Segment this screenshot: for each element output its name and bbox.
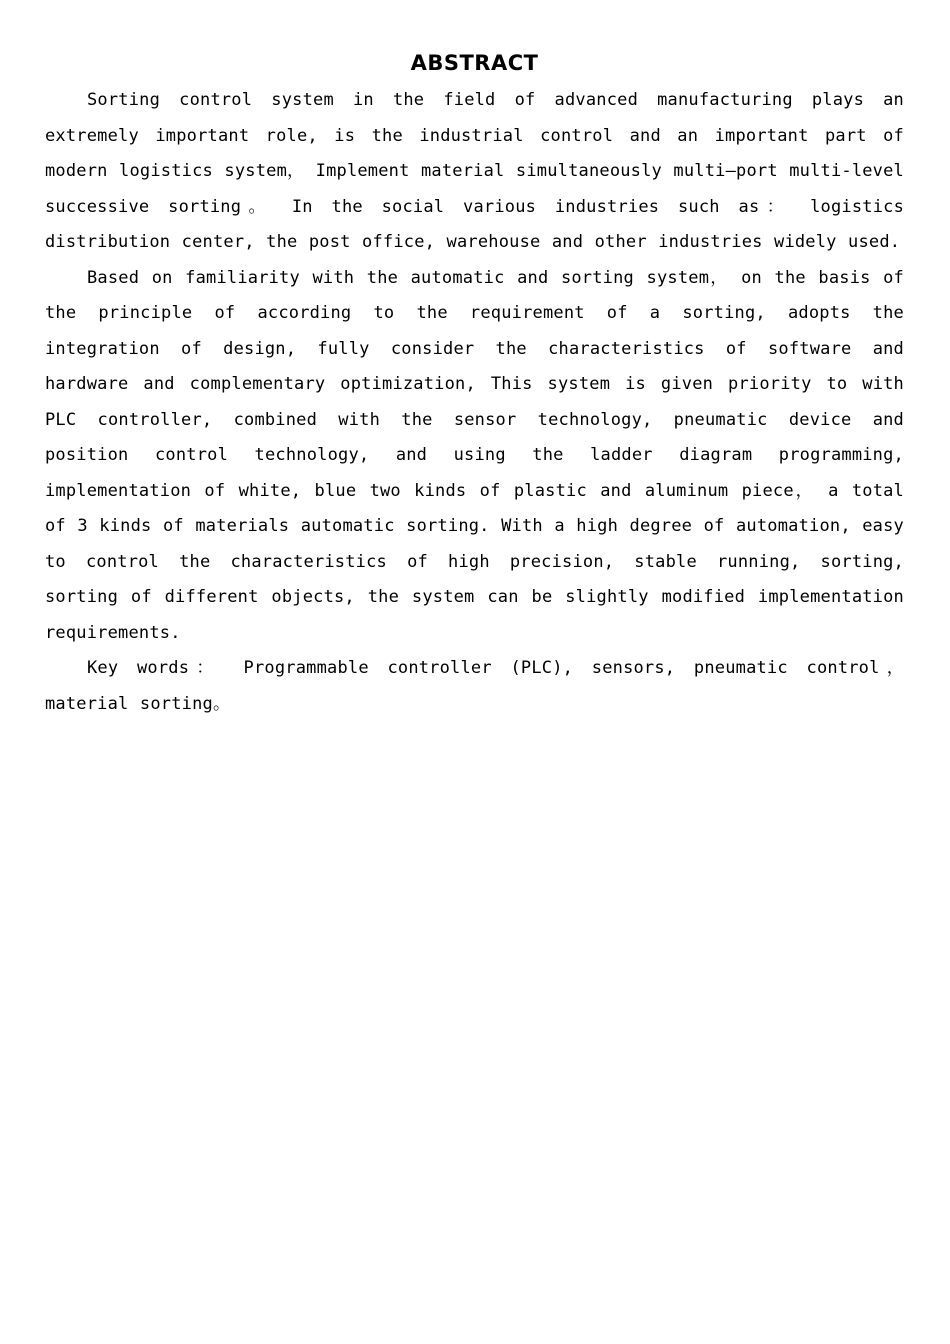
keywords-paragraph [45,651,904,722]
keywords-text: Programmable controller (PLC), sensors, pneumatic control， material sorting。 [45,658,904,714]
abstract-paragraph-2: Based on familiarity with the automatic and sorting system， on the basis of the principle of according to the requirement of a sorting, adopts the integration of design, fully consider the characteristics of software and hardware and complementary optimization, This system is given priority to with PLC controller, combined with the sensor technology, pneumatic device and position control technology, and using the ladder diagram programming, implementation of white, blue two kinds of plastic and aluminum piece， a total of 3 kinds of materials automatic sorting. With a high degree of automation, easy to control the characteristics of high precision, stable running, sorting, sorting of different objects, the system can be slightly modified implementation requirements. [45,267,904,643]
abstract-title: ABSTRACT [410,51,539,75]
abstract-paragraph-1: Sorting control system in the field of advanced manufacturing plays an extremely important role, is the industrial control and an important part of modern logistics system， Implement material simultaneously multi—port multi-level successive sorting。 In the social various industries such as： logistics distribution center, the post office, warehouse and other industries widely used. [45,90,904,252]
keywords-label: Key words： [87,658,221,678]
abstract-page [45,48,904,722]
